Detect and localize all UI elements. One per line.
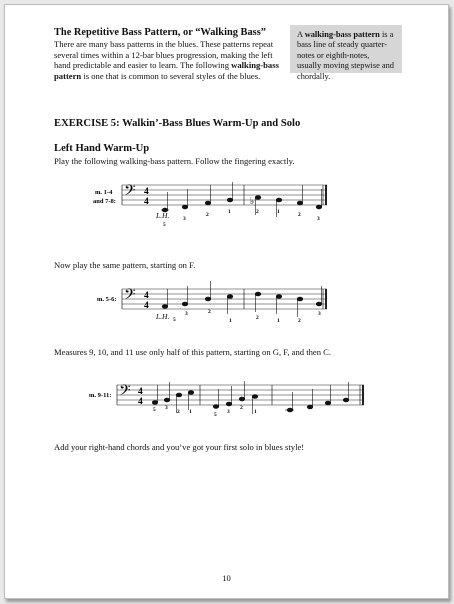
staff-1-fingering xyxy=(163,209,320,228)
intro-term: walking-bass pattern xyxy=(54,60,279,81)
finger-number: 3 xyxy=(183,216,186,222)
intro-heading: The Repetitive Bass Pattern, or “Walking Bass” xyxy=(54,27,266,38)
page-number: 10 xyxy=(222,573,231,583)
sidebar-term: walking-bass pattern xyxy=(304,30,380,39)
bass-clef-icon: 𝄢 xyxy=(119,382,131,402)
finger-number: 5 xyxy=(214,412,217,418)
staff-2-time-top: 4 xyxy=(144,291,149,301)
finger-number: 2 xyxy=(256,315,259,321)
finger-number: 5 xyxy=(153,407,156,413)
music-notation xyxy=(5,5,448,598)
staff-1-time-top: 4 xyxy=(144,187,149,197)
finger-number: 3 xyxy=(165,405,168,411)
finger-number: 3 xyxy=(185,311,188,317)
finger-number: 1 xyxy=(228,209,231,215)
sidebar-prefix: A xyxy=(297,30,305,39)
sidebar-text: is a bass line of steady quarter-notes or eighth-notes, usually moving stepwise and chordally. xyxy=(297,30,394,81)
finger-number: 3 xyxy=(317,216,320,222)
intro-body-2: is one that is common to several styles of the blues. xyxy=(81,70,261,81)
instruction-2: Now play the same pattern, starting on F. xyxy=(54,260,196,270)
staff-2-label: m. 5-6: xyxy=(97,296,117,303)
finger-number: 2 xyxy=(298,318,301,324)
staff-1 xyxy=(93,182,327,228)
finger-number: 2 xyxy=(240,405,243,411)
staff-1-label-line2: and 7-8: xyxy=(93,198,116,205)
staff-3-fingering xyxy=(153,405,257,418)
finger-number: 2 xyxy=(208,309,211,315)
finger-number: 3 xyxy=(318,311,321,317)
staff-3-time-top: 4 xyxy=(138,387,143,397)
finger-number: 2 xyxy=(298,212,301,218)
staff-2-fingering xyxy=(173,309,321,324)
exercise-title: EXERCISE 5: Walkin’-Bass Blues Warm-Up and Solo xyxy=(54,118,301,129)
staff-2-time-bottom: 4 xyxy=(144,301,149,311)
bass-clef-icon: 𝄢 xyxy=(124,286,136,306)
finger-number: 1 xyxy=(277,209,280,215)
finger-number: 1 xyxy=(229,318,232,324)
finger-number: 2 xyxy=(256,209,259,215)
finger-number: 2 xyxy=(177,409,180,415)
finger-number: 5 xyxy=(163,222,166,228)
exercise-subtitle: Left Hand Warm-Up xyxy=(54,143,150,154)
staff-1-time-bottom: 4 xyxy=(144,197,149,207)
bass-clef-icon: 𝄢 xyxy=(124,182,136,202)
staff-3-time-bottom: 4 xyxy=(138,397,143,407)
finger-number: 2 xyxy=(206,212,209,218)
intro-body-1: There are many bass patterns in the blues. These patterns repeat several times within a 12-bar blues progression, making the left hand predictable and easier to learn. The following xyxy=(54,39,274,71)
finger-number: 5 xyxy=(173,317,176,323)
exercise-instruction: Play the following walking-bass pattern. Follow the fingering exactly. xyxy=(54,156,295,166)
finger-number: 3 xyxy=(227,409,230,415)
finger-number: 1 xyxy=(277,318,280,324)
staff-3-label: m. 9-11: xyxy=(89,392,112,399)
staff-3-notes xyxy=(152,381,349,414)
instruction-4: Add your right-hand chords and you’ve got your first solo in blues style! xyxy=(54,442,305,452)
finger-number: 1 xyxy=(254,409,257,415)
staff-1-lines xyxy=(122,185,327,205)
staff-1-hand: L.H. xyxy=(156,211,170,220)
staff-2-hand: L.H. xyxy=(156,312,170,321)
staff-1-label-line1: m. 1-4 xyxy=(95,189,113,196)
staff-2 xyxy=(97,281,327,324)
finger-number: 1 xyxy=(189,409,192,415)
instruction-3: Measures 9, 10, and 11 use only half of this pattern, starting on G, F, and then C. xyxy=(54,347,332,357)
book-page xyxy=(4,4,449,599)
svg-text:♭: ♭ xyxy=(250,196,255,206)
staff-3 xyxy=(89,381,364,418)
